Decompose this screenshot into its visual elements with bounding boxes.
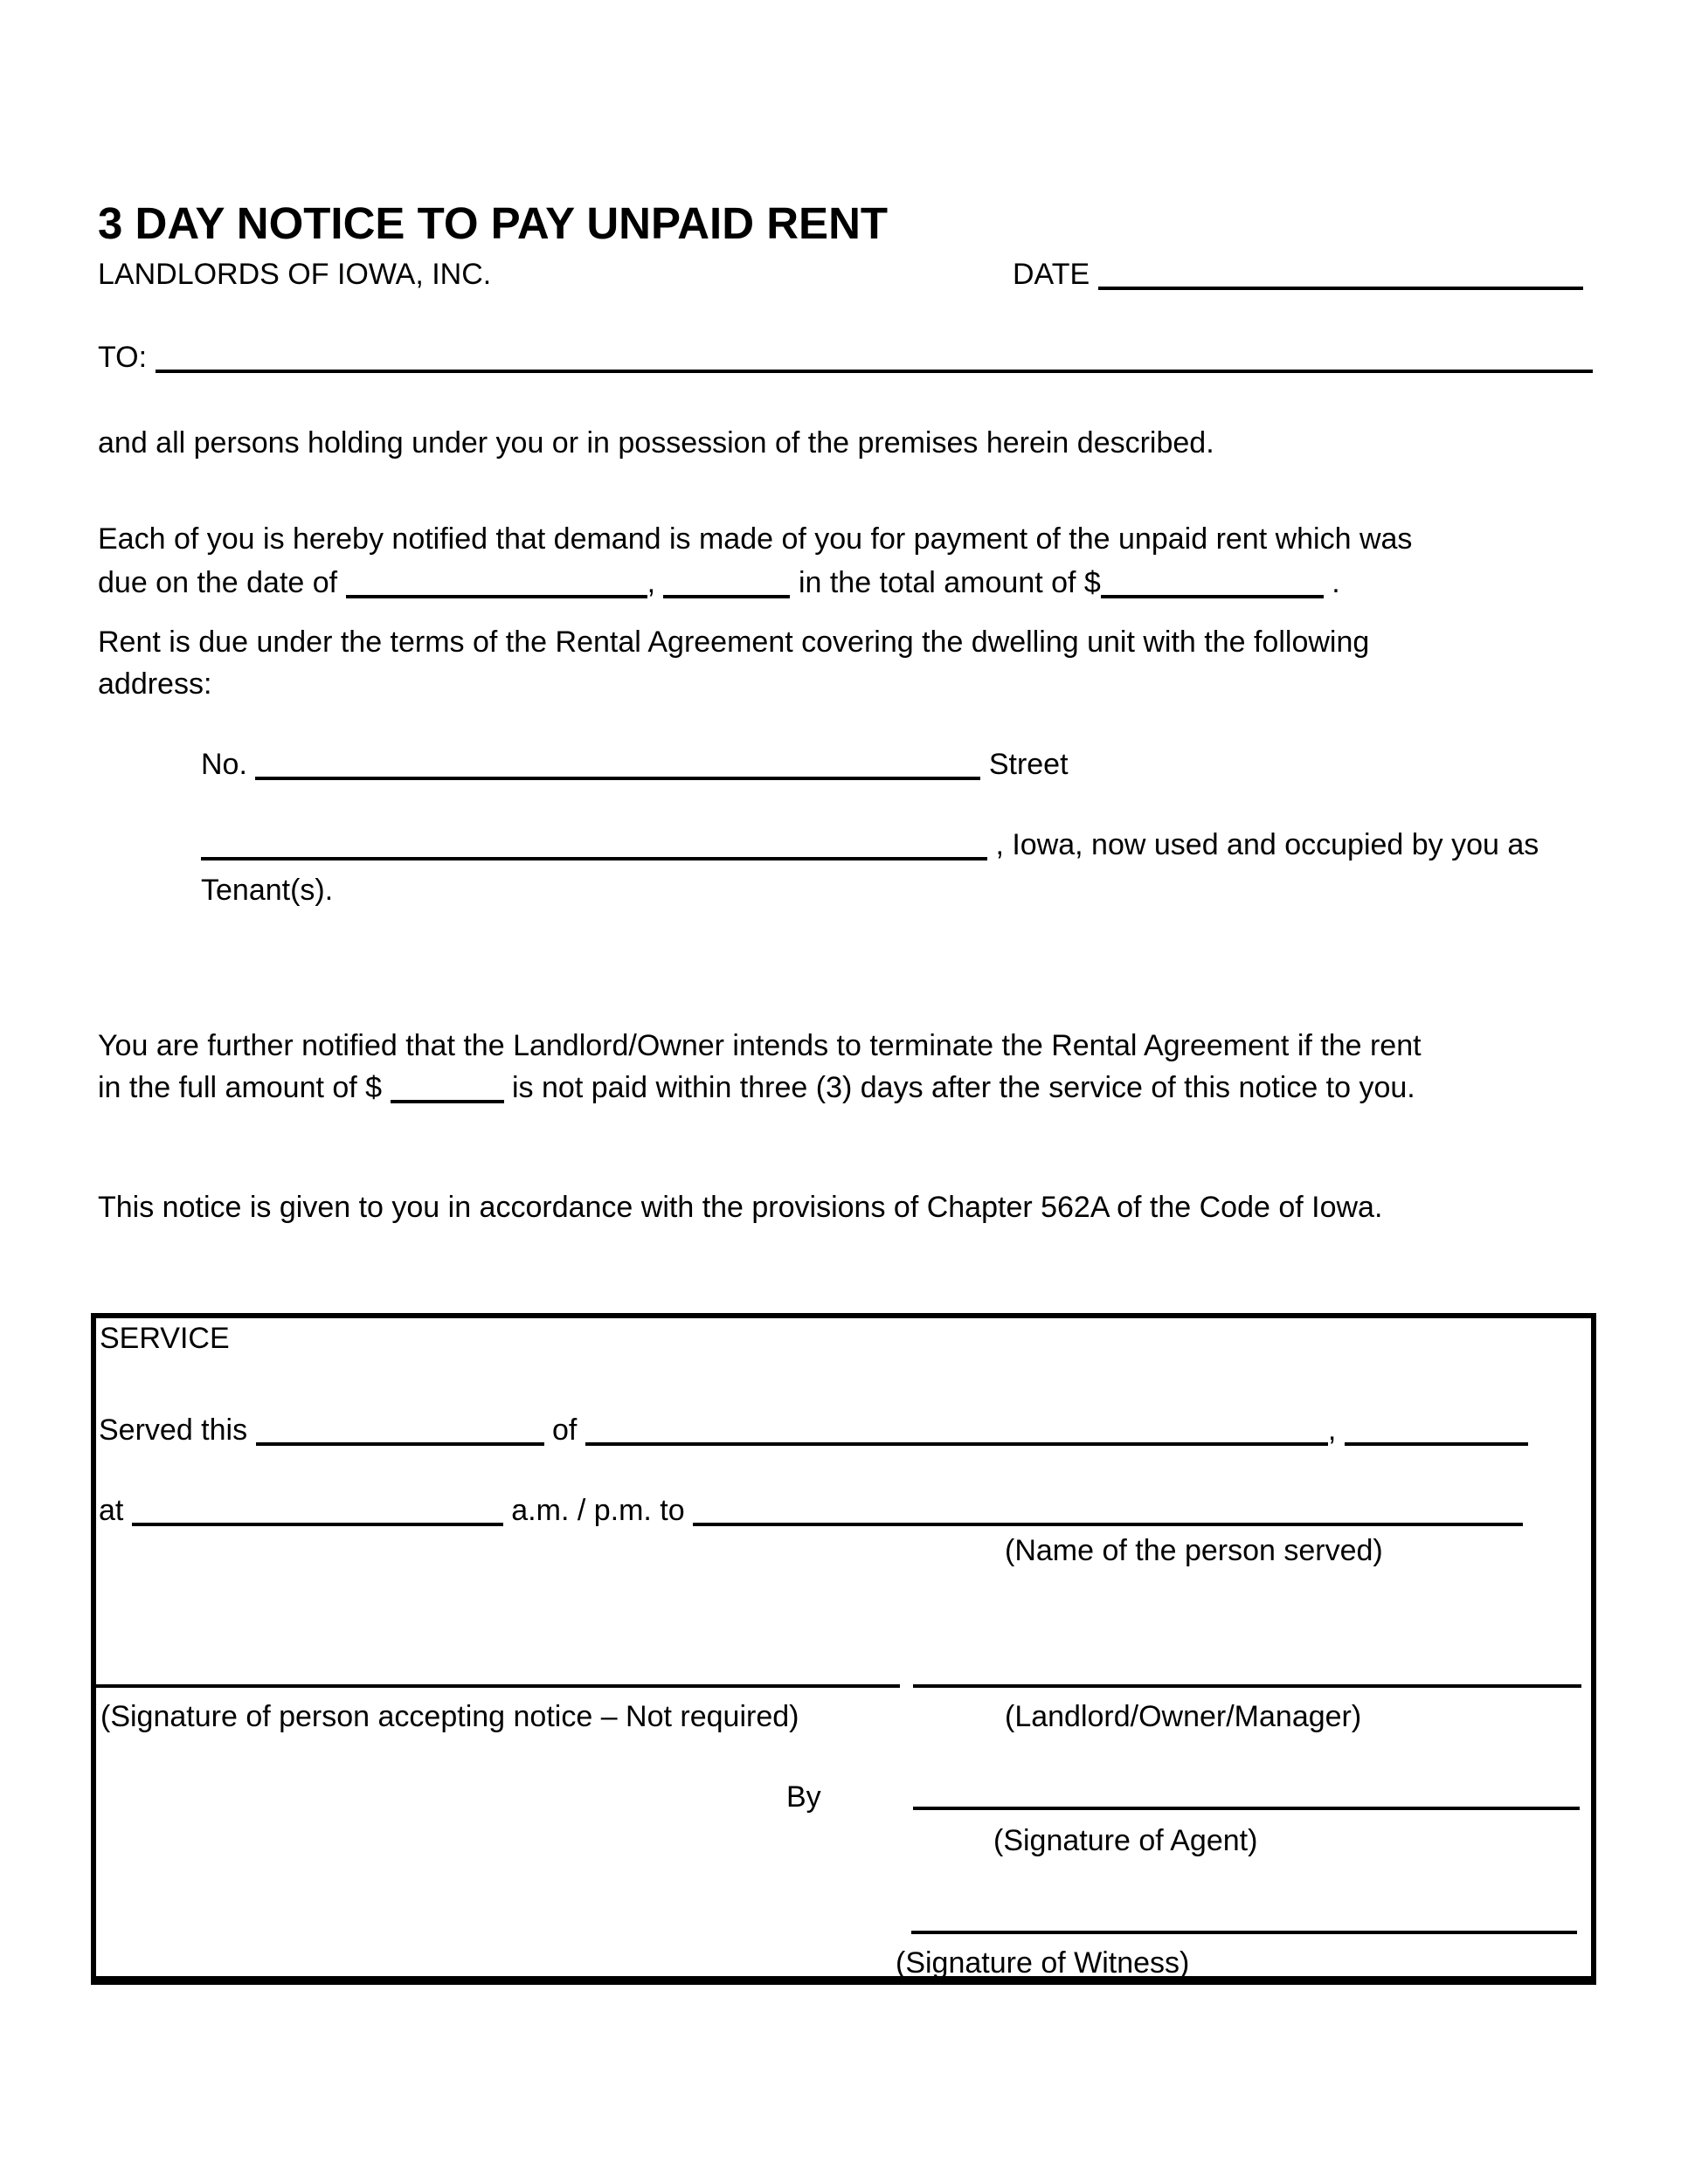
total-amount-blank-field[interactable]	[1101, 569, 1324, 598]
address-no-label: No.	[201, 748, 247, 781]
service-heading: SERVICE	[100, 1322, 230, 1355]
demand-line2	[98, 568, 1340, 598]
terminate-line2	[98, 1073, 1415, 1103]
landlord-caption: (Landlord/Owner/Manager)	[1005, 1700, 1362, 1733]
demand-amount-label: in the total amount of $	[798, 566, 1101, 599]
address-street-row	[201, 750, 1069, 780]
served-row	[99, 1415, 1528, 1446]
served-year-blank-field[interactable]	[1345, 1416, 1528, 1446]
demand-line2-pre: due on the date of	[98, 566, 338, 599]
served-this-label: Served this	[99, 1413, 248, 1447]
terminate-line2-post: is not paid within three (3) days after the service of this notice to you.	[512, 1071, 1415, 1104]
page-title: 3 DAY NOTICE TO PAY UNPAID RENT	[98, 198, 889, 248]
person-served-blank-field[interactable]	[693, 1496, 1523, 1526]
accepting-caption: (Signature of person accepting notice – Not required)	[100, 1700, 799, 1733]
accepting-signature-line-field[interactable]	[96, 1684, 900, 1688]
date-row	[1013, 259, 1583, 290]
served-month-blank-field[interactable]	[585, 1416, 1328, 1446]
address-street-label: Street	[988, 748, 1069, 781]
name-served-caption: (Name of the person served)	[1005, 1534, 1383, 1567]
rent-due-line2: address:	[98, 667, 212, 701]
agent-caption: (Signature of Agent)	[993, 1824, 1258, 1857]
date-blank-field[interactable]	[1098, 260, 1583, 290]
rent-due-line1: Rent is due under the terms of the Rental Agreement covering the dwelling unit with the following	[98, 625, 1370, 659]
to-label: TO:	[98, 341, 148, 374]
served-of-label: of	[552, 1413, 578, 1447]
city-blank-field[interactable]	[201, 831, 987, 860]
accordance-clause: This notice is given to you in accordance with the provisions of Chapter 562A of the Code of Iowa.	[98, 1191, 1383, 1224]
demand-line1: Each of you is hereby notified that demand is made of you for payment of the unpaid rent which was	[98, 522, 1413, 556]
full-amount-blank-field[interactable]	[391, 1074, 504, 1103]
witness-caption: (Signature of Witness)	[896, 1946, 1190, 1980]
due-year-blank-field[interactable]	[663, 569, 790, 598]
at-label: at	[99, 1494, 124, 1527]
demand-comma: ,	[647, 566, 656, 599]
date-label: DATE	[1013, 258, 1090, 291]
service-box	[91, 1313, 1596, 1985]
landlord-signature-line-field[interactable]	[913, 1684, 1581, 1688]
by-label: By	[786, 1780, 821, 1814]
address-iowa-suffix: , Iowa, now used and occupied by you as	[995, 828, 1539, 861]
served-day-blank-field[interactable]	[256, 1416, 544, 1446]
terminate-line2-pre: in the full amount of $	[98, 1071, 383, 1104]
persons-clause: and all persons holding under you or in possession of the premises herein described.	[98, 426, 1214, 460]
address-city-row	[201, 830, 1539, 860]
street-blank-field[interactable]	[255, 750, 980, 780]
due-date-blank-field[interactable]	[346, 569, 647, 598]
served-time-row	[99, 1496, 1523, 1526]
demand-period: .	[1332, 566, 1340, 599]
to-blank-field[interactable]	[156, 343, 1593, 373]
terminate-line1: You are further notified that the Landlord/Owner intends to terminate the Rental Agreement if the rent	[98, 1029, 1422, 1062]
organization-name: LANDLORDS OF IOWA, INC.	[98, 258, 492, 291]
to-row	[98, 342, 1593, 373]
am-pm-label: a.m. / p.m. to	[511, 1494, 685, 1527]
served-comma: ,	[1327, 1413, 1337, 1447]
served-time-blank-field[interactable]	[132, 1496, 503, 1526]
tenants-label: Tenant(s).	[201, 874, 334, 907]
agent-signature-line-field[interactable]	[913, 1807, 1580, 1810]
witness-signature-line-field[interactable]	[911, 1931, 1577, 1934]
